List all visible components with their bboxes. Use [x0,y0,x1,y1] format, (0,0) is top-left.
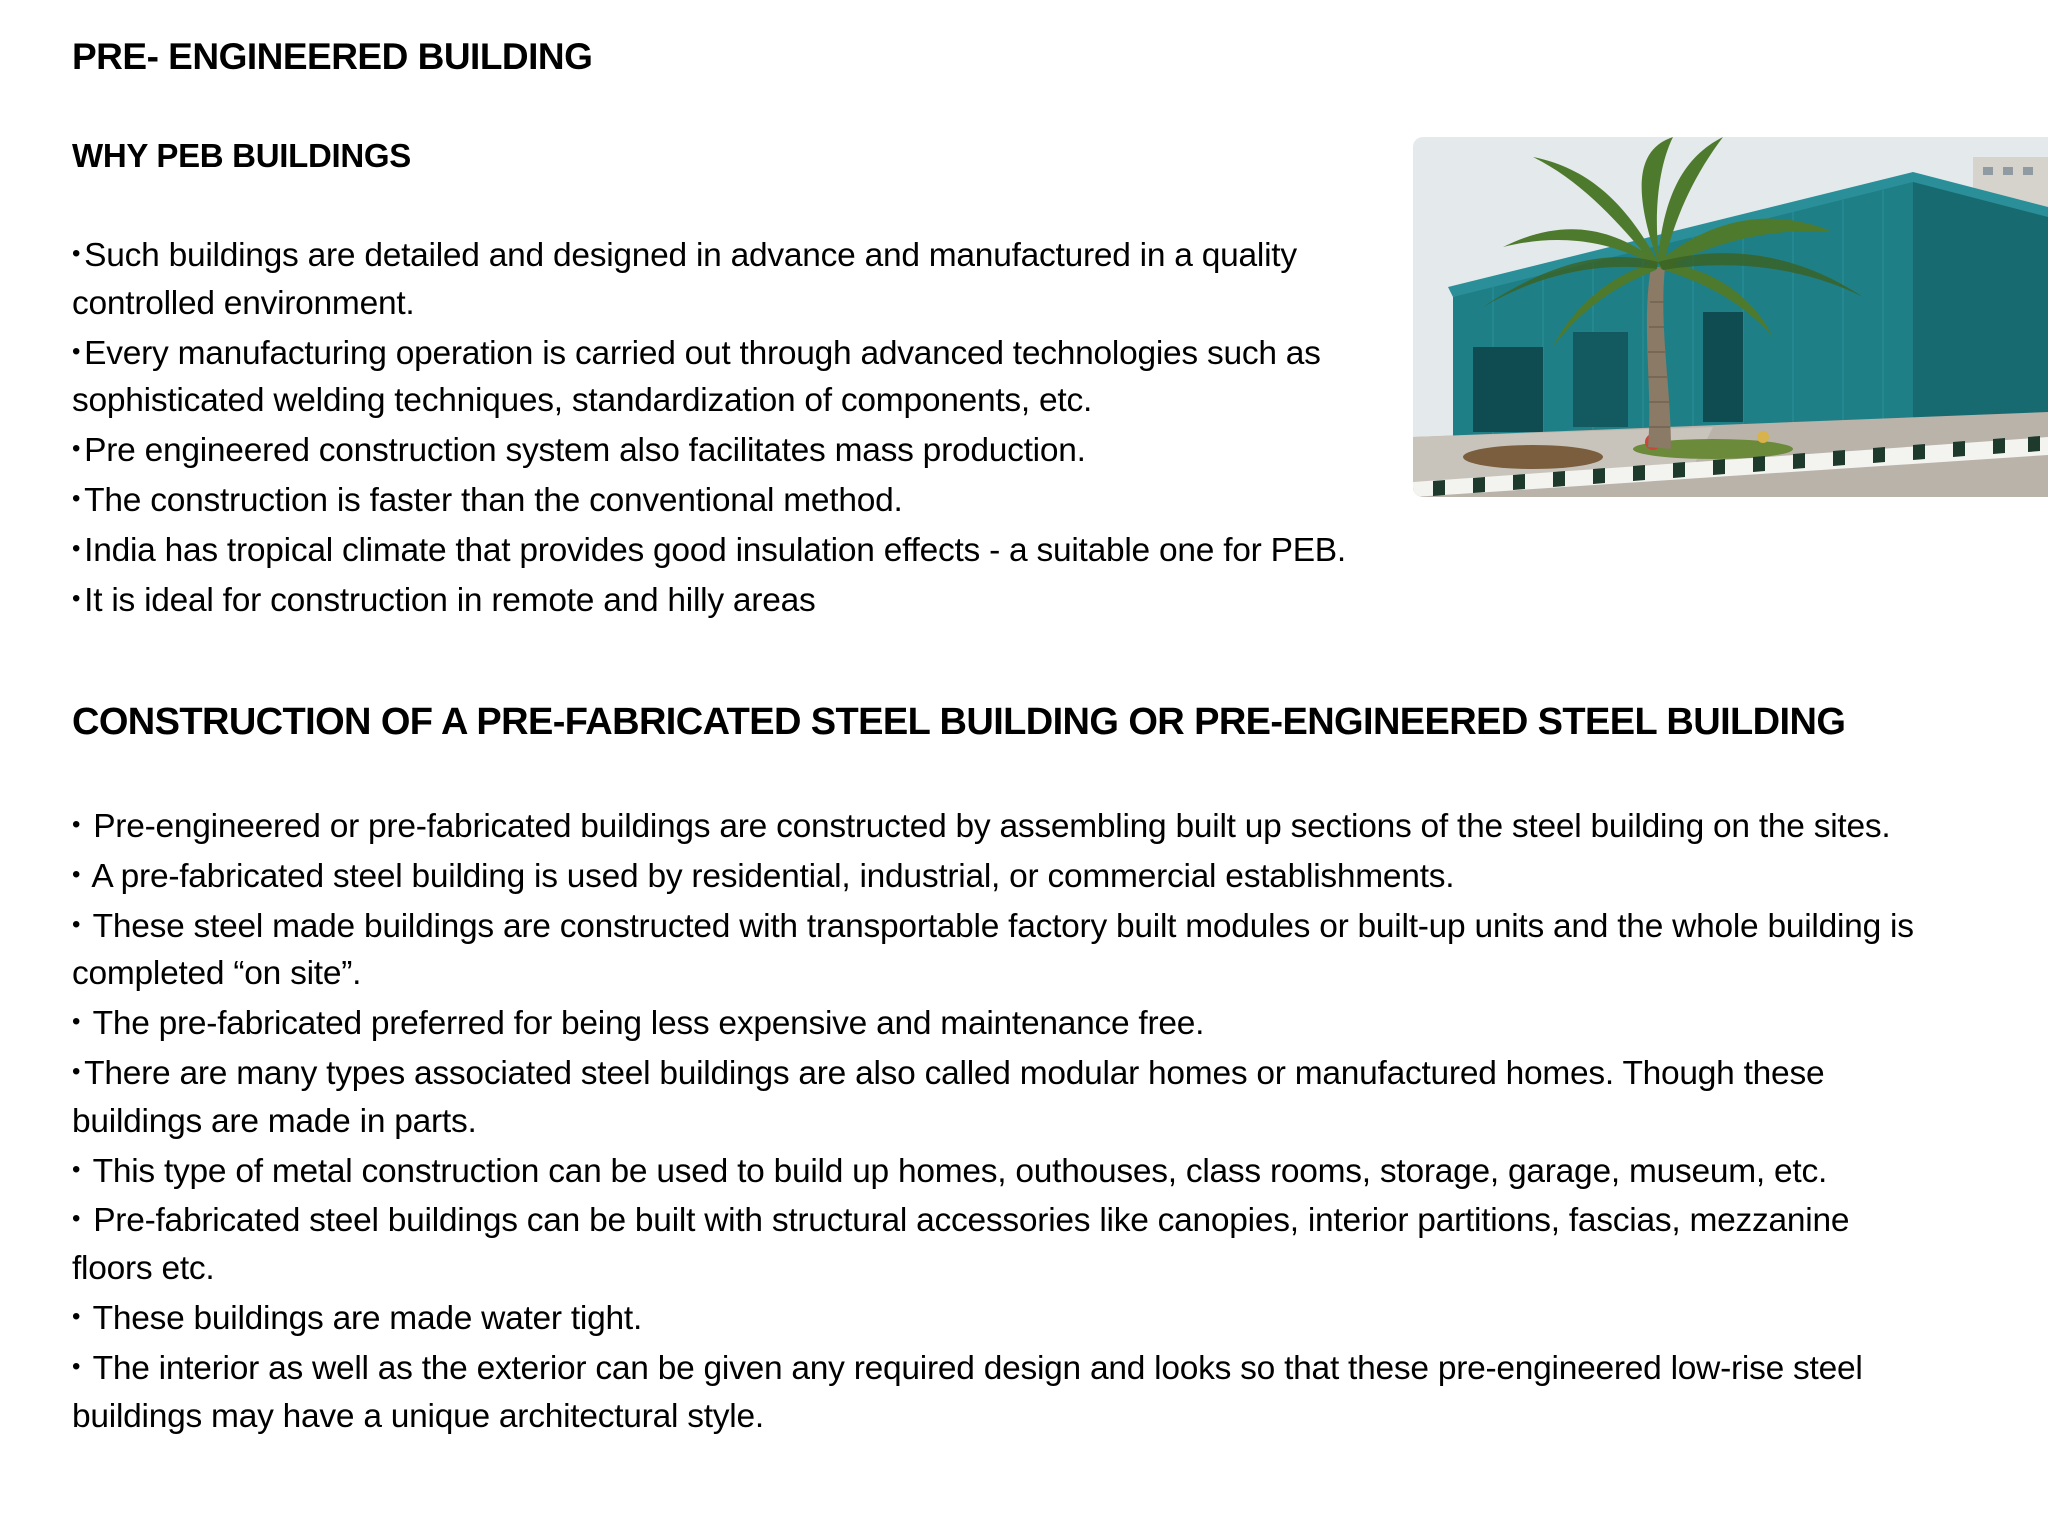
list-item [72,328,1442,426]
bullet-text: Every manufacturing operation is carried out through advanced technologies such as sophisticated welding techniques, standardization of components, etc. [72,334,1321,420]
bullet-text: There are many types associated steel buildings are also called modular homes or manufactured homes. Though these buildings are made in parts. [72,1054,1825,1140]
bullet-text: Pre-fabricated steel buildings can be built with structural accessories like canopies, interior partitions, fascias, mezzanine floors etc. [72,1202,1850,1288]
bullet-text: The construction is faster than the conventional method. [84,481,903,519]
bullet-text: The interior as well as the exterior can be given any required design and looks so that these pre-engineered low-rise steel buildings may have a unique architectural style. [72,1349,1863,1435]
list-item [72,1146,1922,1196]
bullet-icon: • [72,584,81,612]
bullet-text: The pre-fabricated preferred for being less expensive and maintenance free. [84,1005,1205,1043]
list-item [72,1195,1922,1293]
list-item [72,1343,1922,1441]
construction-heading: CONSTRUCTION OF A PRE-FABRICATED STEEL BUILDING OR PRE-ENGINEERED STEEL BUILDING [72,701,1846,743]
bullet-icon: • [72,435,81,463]
list-item [72,575,1442,625]
bullet-text: It is ideal for construction in remote and hilly areas [84,581,816,619]
bullet-text: These steel made buildings are constructed with transportable factory built modules or built-up units and the whole building is completed “on site”. [72,907,1914,993]
bullet-icon: • [72,1155,81,1183]
bullet-text: These buildings are made water tight. [84,1299,642,1337]
list-item [72,851,1922,901]
list-item [72,230,1442,328]
list-item [72,525,1442,575]
bullet-icon: • [72,1302,81,1330]
bullet-icon: • [72,337,81,365]
list-item [72,998,1922,1048]
bullet-text: This type of metal construction can be used to build up homes, outhouses, class rooms, storage, garage, museum, etc. [84,1152,1828,1190]
list-item [72,425,1442,475]
bullet-icon: • [72,910,81,938]
bullet-icon: • [72,860,81,888]
bullet-text: Pre-engineered or pre-fabricated buildings are constructed by assembling built up sections of the steel building on the sites. [84,808,1891,845]
why-peb-bullet-list [72,230,1442,624]
why-peb-heading: WHY PEB BUILDINGS [72,137,411,174]
bullet-icon: • [72,1205,81,1233]
bullet-icon: • [72,1057,81,1085]
bullet-icon: • [72,534,81,562]
bullet-text: India has tropical climate that provides good insulation effects - a suitable one for PEB. [84,531,1346,569]
bullet-text: Such buildings are detailed and designed in advance and manufactured in a quality controlled environment. [72,237,1297,322]
list-item [72,1293,1922,1343]
bullet-text: A pre-fabricated steel building is used by residential, industrial, or commercial establishments. [84,857,1455,895]
construction-bullet-list [72,801,1922,1440]
bullet-icon: • [72,484,81,512]
bullet-icon: • [72,240,81,267]
building-illustration [1413,137,2048,497]
bullet-icon: • [72,1352,81,1380]
list-item [72,475,1442,525]
list-item [72,801,1922,851]
bullet-text: Pre engineered construction system also facilitates mass production. [84,432,1086,470]
page-title: PRE- ENGINEERED BUILDING [72,36,593,77]
list-item [72,901,1922,999]
steel-building-photo [1413,137,2048,497]
bullet-icon: • [72,1008,81,1036]
bullet-icon: • [72,811,81,838]
list-item [72,1048,1922,1146]
